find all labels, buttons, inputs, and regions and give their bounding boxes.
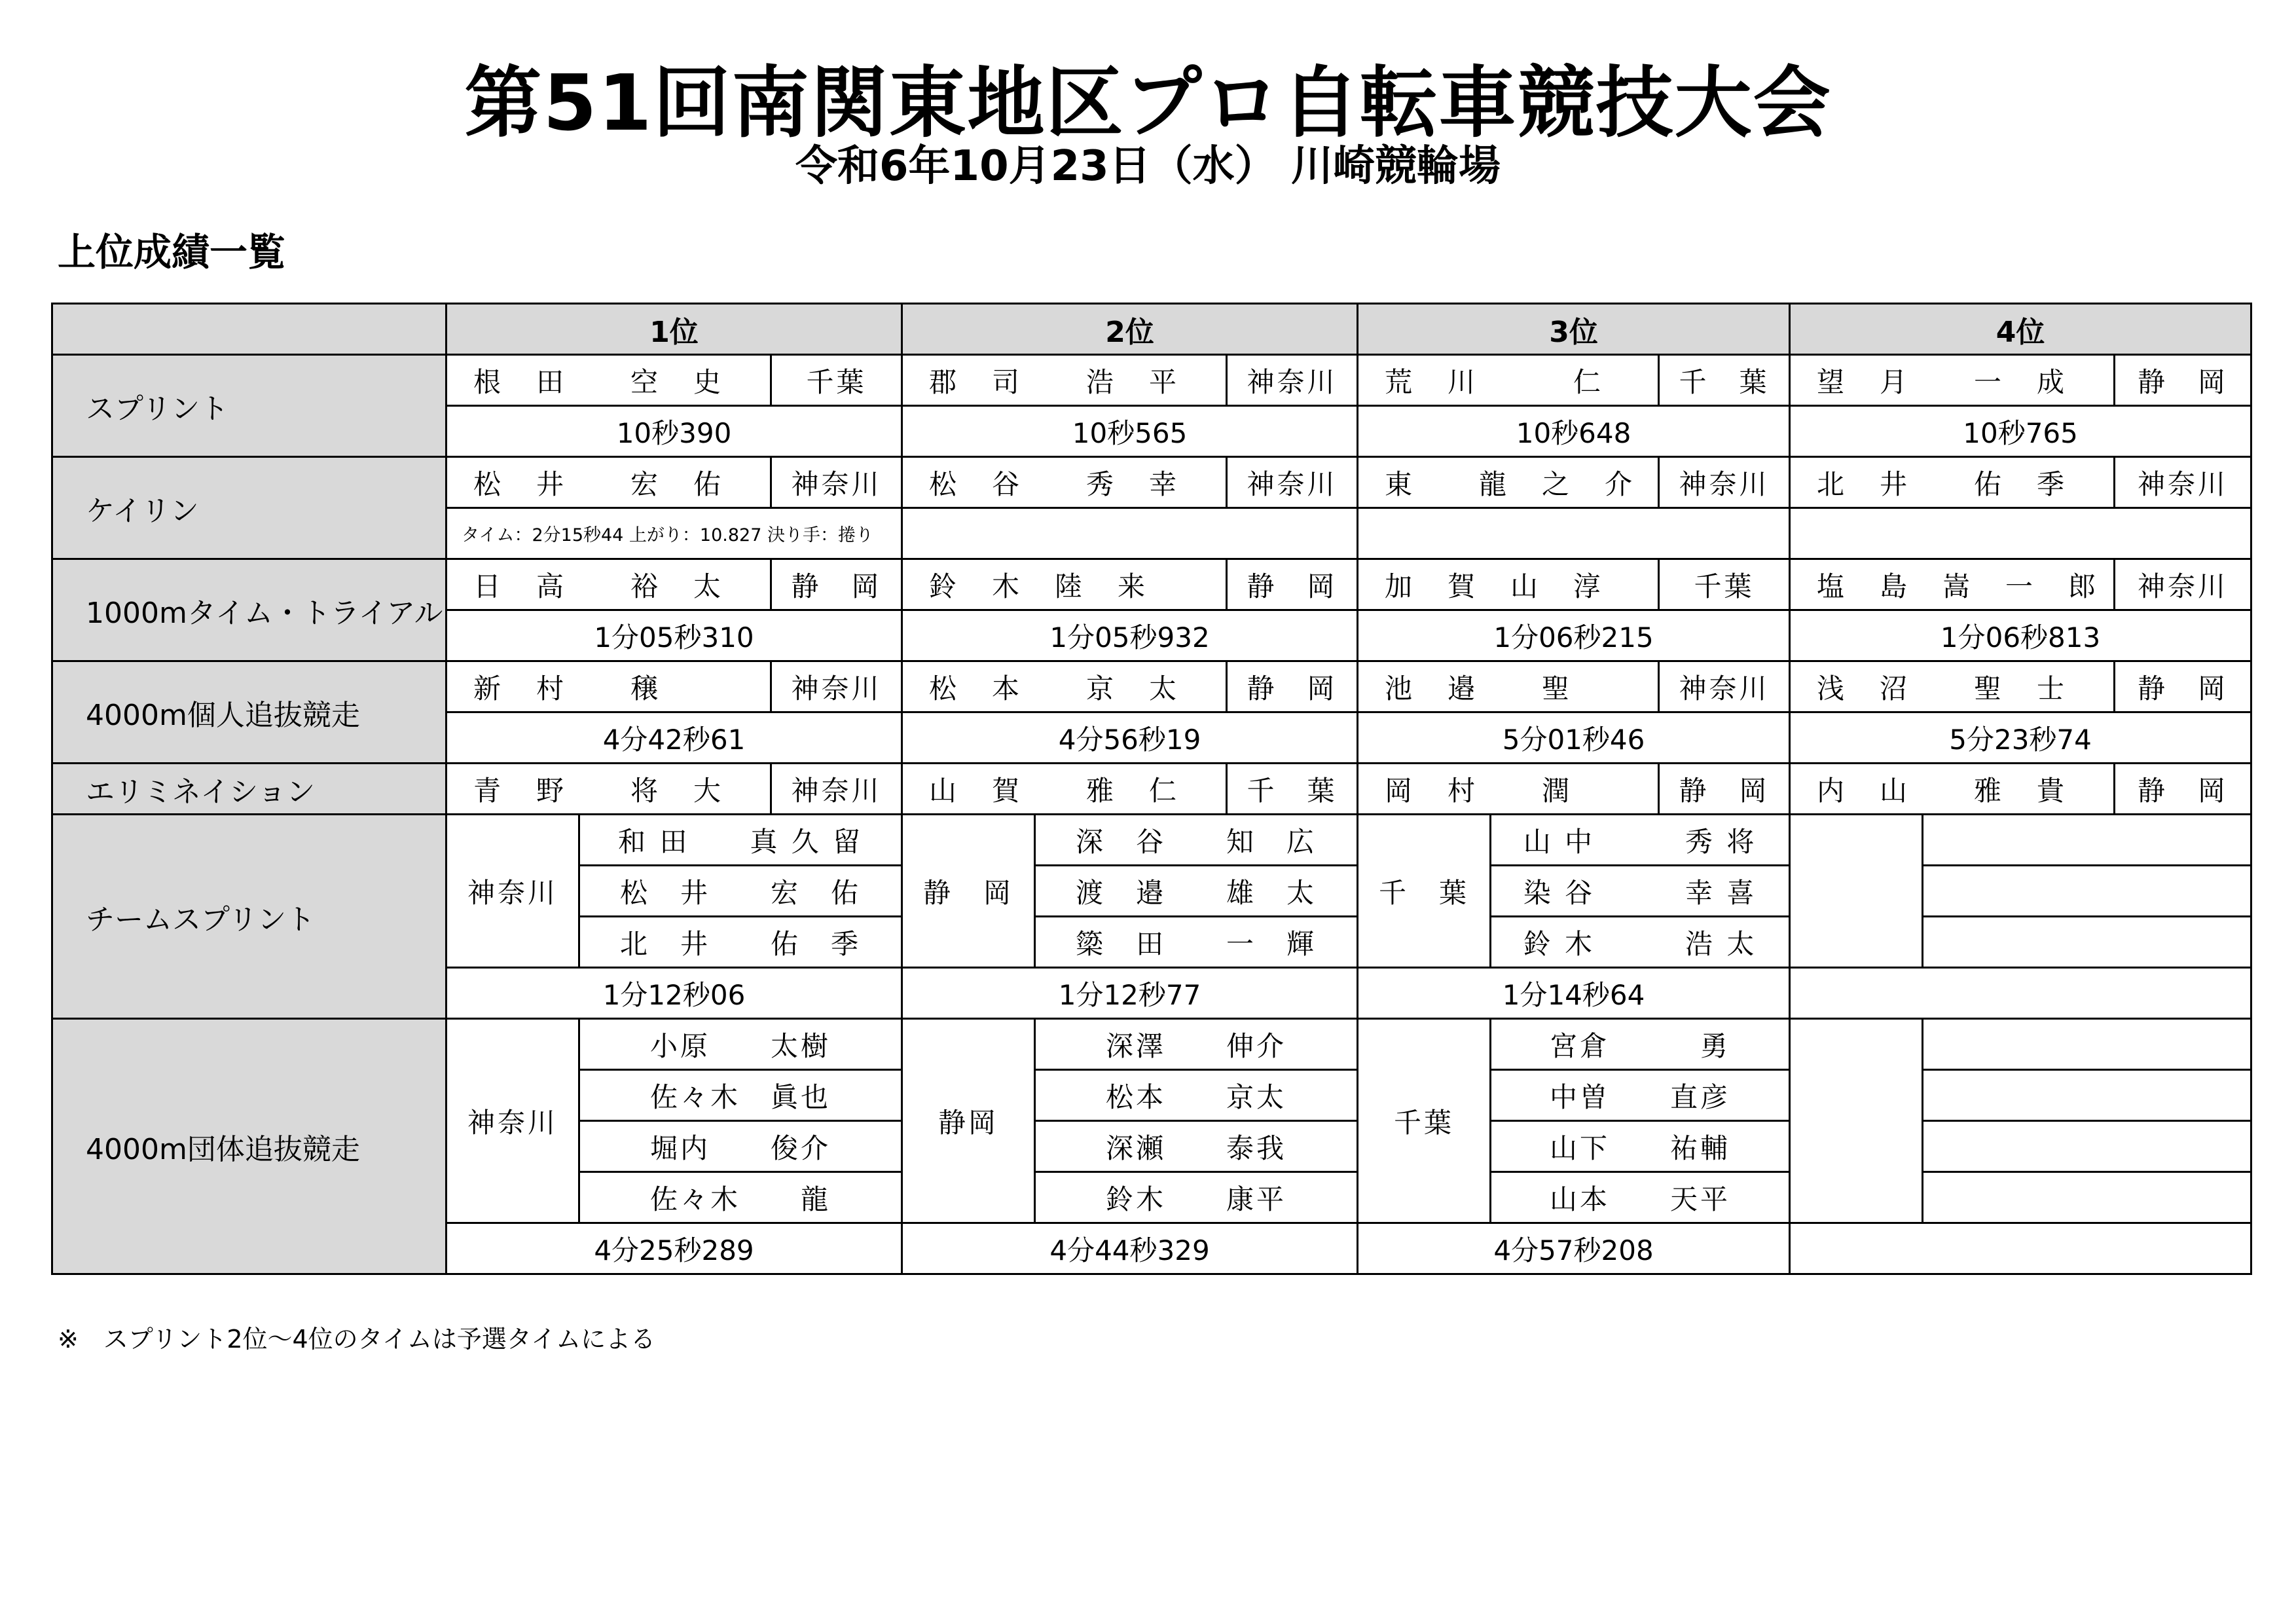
team-pursuit-rank3-member: 中曽 直彦 — [1491, 1070, 1790, 1121]
sprint-rank2-pref: 神奈川 — [1227, 355, 1358, 406]
team-pursuit-rank1-team: 神奈川 — [446, 1019, 579, 1223]
header-rank-4: 4位 — [1790, 304, 2251, 355]
team-pursuit-rank4-member — [1923, 1121, 2251, 1172]
elimination-rank1-pref: 神奈川 — [771, 764, 902, 815]
team-pursuit-rank4-member — [1923, 1019, 2251, 1070]
tt1000-rank4-name: 塩 島 嵩 一 郎 — [1790, 559, 2115, 610]
ip4000-rank4-pref: 静 岡 — [2115, 661, 2251, 712]
keirin-empty-2 — [902, 508, 1358, 559]
event-label-tt1000: 1000mタイム・トライアル — [52, 559, 446, 661]
header-corner — [52, 304, 446, 355]
sprint-rank1-pref: 千葉 — [771, 355, 902, 406]
team-pursuit-rank1-member: 佐々木 眞也 — [579, 1070, 902, 1121]
keirin-rank4-pref: 神奈川 — [2115, 457, 2251, 508]
sprint-rank2-time: 10秒565 — [902, 406, 1358, 457]
sprint-rank3-pref: 千 葉 — [1659, 355, 1790, 406]
event-label-elimination: エリミネイション — [52, 764, 446, 815]
team-pursuit-rank3-member: 山下 祐輔 — [1491, 1121, 1790, 1172]
team-sprint-rank4-time — [1790, 968, 2251, 1019]
tt1000-rank4-time: 1分06秒813 — [1790, 610, 2251, 661]
ip4000-rank4-name: 浅 沼 聖 士 — [1790, 661, 2115, 712]
team-pursuit-rank1-member: 小原 太樹 — [579, 1019, 902, 1070]
header-rank-1: 1位 — [446, 304, 902, 355]
ip4000-name-row — [52, 661, 2251, 712]
team-sprint-rank3-member: 山 中 秀 将 — [1491, 815, 1790, 866]
keirin-rank3-pref: 神奈川 — [1659, 457, 1790, 508]
ip4000-rank2-name: 松 本 京 太 — [902, 661, 1227, 712]
header-rank-3: 3位 — [1358, 304, 1790, 355]
team-pursuit-rank4-member — [1923, 1172, 2251, 1223]
page-subtitle: 令和6年10月23日（水） 川崎競輪場 — [795, 142, 1501, 191]
elimination-rank4-pref: 静 岡 — [2115, 764, 2251, 815]
ip4000-rank2-time: 4分56秒19 — [902, 712, 1358, 764]
tt1000-rank3-time: 1分06秒215 — [1358, 610, 1790, 661]
ip4000-rank1-time: 4分42秒61 — [446, 712, 902, 764]
event-label-team-pursuit: 4000m団体追抜競走 — [52, 1019, 446, 1274]
sprint-rank3-time: 10秒648 — [1358, 406, 1790, 457]
team-sprint-rank4-member — [1923, 815, 2251, 866]
event-label-ip4000: 4000m個人追抜競走 — [52, 661, 446, 764]
keirin-rank4-name: 北 井 佑 季 — [1790, 457, 2115, 508]
sprint-rank4-pref: 静 岡 — [2115, 355, 2251, 406]
team-pursuit-rank2-time: 4分44秒329 — [902, 1223, 1358, 1274]
tt1000-rank3-pref: 千葉 — [1659, 559, 1790, 610]
team-sprint-rank4-member — [1923, 866, 2251, 917]
team-pursuit-rank1-time: 4分25秒289 — [446, 1223, 902, 1274]
sprint-rank2-name: 郡 司 浩 平 — [902, 355, 1227, 406]
keirin-note: タイム：2分15秒44 上がり：10.827 決り手：捲り — [446, 508, 902, 559]
keirin-rank1-pref: 神奈川 — [771, 457, 902, 508]
team-pursuit-rank4-time — [1790, 1223, 2251, 1274]
team-sprint-rank3-member: 染 谷 幸 喜 — [1491, 866, 1790, 917]
elimination-rank2-name: 山 賀 雅 仁 — [902, 764, 1227, 815]
elimination-rank3-pref: 静 岡 — [1659, 764, 1790, 815]
event-label-team-sprint: チームスプリント — [52, 815, 446, 1019]
sprint-rank4-name: 望 月 一 成 — [1790, 355, 2115, 406]
tt1000-rank1-time: 1分05秒310 — [446, 610, 902, 661]
team-sprint-rank2-team: 静 岡 — [902, 815, 1035, 968]
sprint-rank1-time: 10秒390 — [446, 406, 902, 457]
elimination-row — [52, 764, 2251, 815]
team-sprint-rank4-team — [1790, 815, 1923, 968]
team-sprint-rank3-team: 千 葉 — [1358, 815, 1491, 968]
team-pursuit-rank3-team: 千葉 — [1358, 1019, 1491, 1223]
team-pursuit-rank3-member: 山本 天平 — [1491, 1172, 1790, 1223]
keirin-rank2-pref: 神奈川 — [1227, 457, 1358, 508]
team-sprint-rank4-member — [1923, 917, 2251, 968]
team-pursuit-rank3-time: 4分57秒208 — [1358, 1223, 1790, 1274]
elimination-rank2-pref: 千 葉 — [1227, 764, 1358, 815]
tt1000-rank1-name: 日 高 裕 太 — [446, 559, 771, 610]
team-pursuit-rank2-member: 深瀬 泰我 — [1035, 1121, 1358, 1172]
keirin-empty-3 — [1358, 508, 1790, 559]
team-sprint-rank1-member: 北 井 佑 季 — [579, 917, 902, 968]
team-pursuit-rank1-member: 佐々木 龍 — [579, 1172, 902, 1223]
header-rank-2: 2位 — [902, 304, 1358, 355]
keirin-rank1-name: 松 井 宏 佑 — [446, 457, 771, 508]
header-row — [52, 304, 2251, 355]
sprint-rank3-name: 荒 川 仁 — [1358, 355, 1659, 406]
team-sprint-rank1-time: 1分12秒06 — [446, 968, 902, 1019]
team-sprint-rank2-time: 1分12秒77 — [902, 968, 1358, 1019]
sprint-name-row — [52, 355, 2251, 406]
team-pursuit-row-1 — [52, 1019, 2251, 1070]
elimination-rank3-name: 岡 村 潤 — [1358, 764, 1659, 815]
team-sprint-rank1-team: 神奈川 — [446, 815, 579, 968]
ip4000-rank3-time: 5分01秒46 — [1358, 712, 1790, 764]
team-pursuit-rank2-member: 深澤 伸介 — [1035, 1019, 1358, 1070]
team-sprint-rank3-member: 鈴 木 浩 太 — [1491, 917, 1790, 968]
ip4000-rank4-time: 5分23秒74 — [1790, 712, 2251, 764]
results-table — [51, 303, 2252, 1275]
keirin-rank3-name: 東 龍 之 介 — [1358, 457, 1659, 508]
team-sprint-rank3-time: 1分14秒64 — [1358, 968, 1790, 1019]
elimination-rank4-name: 内 山 雅 貴 — [1790, 764, 2115, 815]
keirin-rank2-name: 松 谷 秀 幸 — [902, 457, 1227, 508]
ip4000-rank3-pref: 神奈川 — [1659, 661, 1790, 712]
team-sprint-rank2-member: 渡 邉 雄 太 — [1035, 866, 1358, 917]
tt1000-rank2-pref: 静 岡 — [1227, 559, 1358, 610]
event-label-sprint: スプリント — [52, 355, 446, 457]
team-pursuit-rank2-member: 松本 京太 — [1035, 1070, 1358, 1121]
sprint-rank1-name: 根 田 空 史 — [446, 355, 771, 406]
team-pursuit-rank4-team — [1790, 1019, 1923, 1223]
team-sprint-rank2-member: 簗 田 一 輝 — [1035, 917, 1358, 968]
tt1000-rank2-name: 鈴 木 陸 来 — [902, 559, 1227, 610]
team-pursuit-rank4-member — [1923, 1070, 2251, 1121]
team-sprint-rank2-member: 深 谷 知 広 — [1035, 815, 1358, 866]
tt1000-rank4-pref: 神奈川 — [2115, 559, 2251, 610]
ip4000-rank2-pref: 静 岡 — [1227, 661, 1358, 712]
ip4000-rank1-name: 新 村 穣 — [446, 661, 771, 712]
tt1000-name-row — [52, 559, 2251, 610]
keirin-empty-4 — [1790, 508, 2251, 559]
sprint-rank4-time: 10秒765 — [1790, 406, 2251, 457]
team-sprint-rank1-member: 松 井 宏 佑 — [579, 866, 902, 917]
ip4000-rank1-pref: 神奈川 — [771, 661, 902, 712]
section-heading: 上位成績一覧 — [58, 230, 286, 274]
team-pursuit-rank3-member: 宮倉 勇 — [1491, 1019, 1790, 1070]
team-pursuit-rank2-team: 静岡 — [902, 1019, 1035, 1223]
team-pursuit-rank2-member: 鈴木 康平 — [1035, 1172, 1358, 1223]
tt1000-rank2-time: 1分05秒932 — [902, 610, 1358, 661]
ip4000-rank3-name: 池 邉 聖 — [1358, 661, 1659, 712]
page-title: 第51回南関東地区プロ自転車競技大会 — [464, 58, 1832, 148]
tt1000-rank3-name: 加 賀 山 淳 — [1358, 559, 1659, 610]
footnote: ※ スプリント2位～4位のタイムは予選タイムによる — [58, 1325, 656, 1354]
team-pursuit-rank1-member: 堀内 俊介 — [579, 1121, 902, 1172]
team-sprint-rank1-member: 和 田 真 久 留 — [579, 815, 902, 866]
team-sprint-row-1 — [52, 815, 2251, 866]
event-label-keirin: ケイリン — [52, 457, 446, 559]
elimination-rank1-name: 青 野 将 大 — [446, 764, 771, 815]
tt1000-rank1-pref: 静 岡 — [771, 559, 902, 610]
keirin-name-row — [52, 457, 2251, 508]
